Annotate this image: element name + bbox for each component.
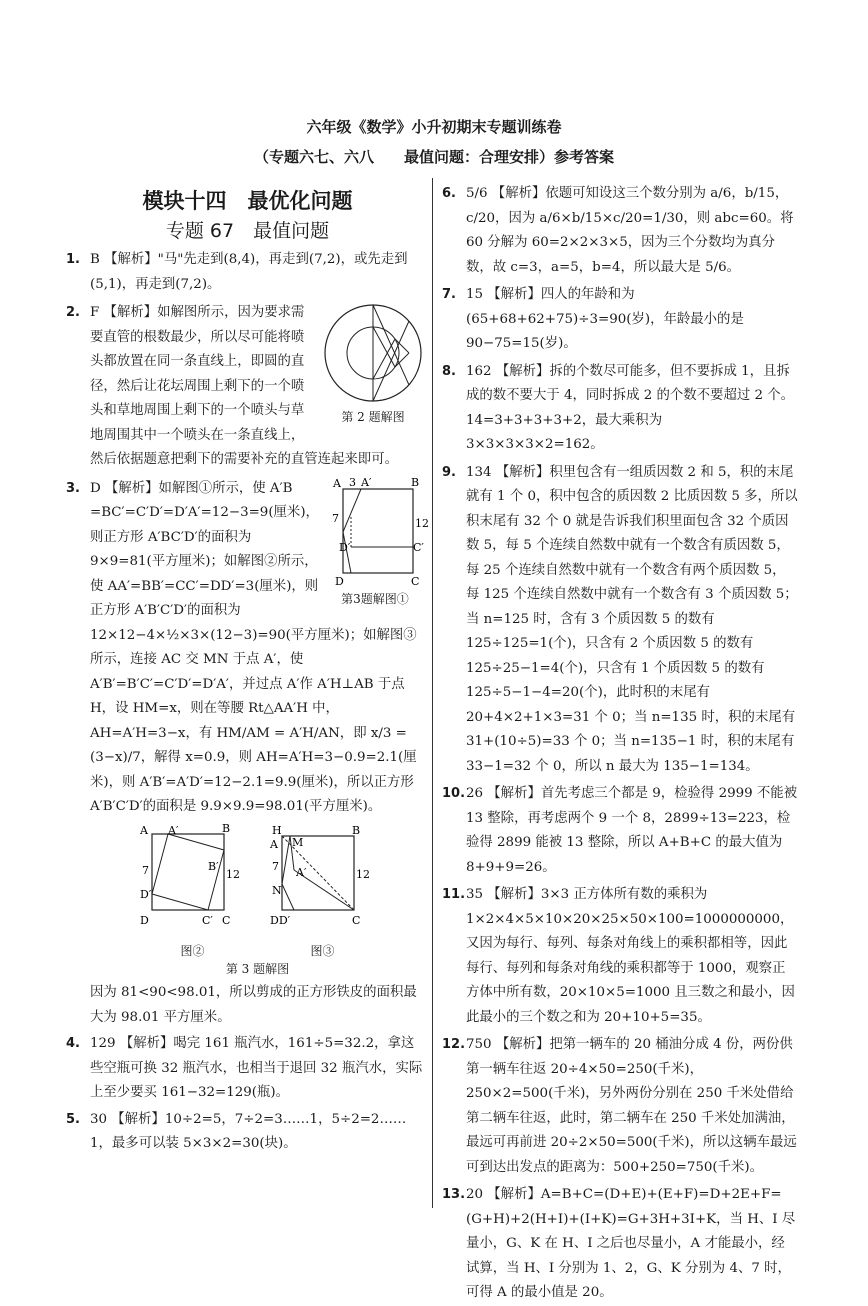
topic-title: 专题 67 最值问题 — [165, 220, 330, 242]
answer-number: 1. — [66, 252, 80, 267]
figure-q3-1 — [325, 475, 429, 607]
answer-6 — [442, 182, 798, 280]
answer-13 — [442, 1183, 798, 1306]
answer-number: 3. — [66, 480, 80, 496]
figure-caption: 第3题解图① — [341, 591, 409, 606]
module-title: 模块十四 最优化问题 — [142, 189, 353, 213]
svg-text:B: B — [221, 821, 230, 835]
square-diagram-1 — [325, 475, 429, 588]
answer-2 — [66, 301, 425, 473]
answer-text: 162 【解析】拆的个数尽可能多，但不要拆成 1，且拆成的数不要大于 4，同时拆成 2 的个数不要超过 2 个。14=3+3+3+3+2，最大乘积为 3×3×3×3×2=162。 — [466, 363, 795, 452]
svg-text:12: 12 — [355, 867, 370, 881]
svg-text:D′: D′ — [339, 540, 351, 554]
answer-text: 129 【解析】喝完 161 瓶汽水，161÷5=32.2，拿这些空瓶可换 32 瓶汽水，也相当于退回 32 瓶汽水，实际上至少要买 161−32=129(瓶)。 — [90, 1036, 423, 1100]
svg-text:N: N — [271, 883, 282, 897]
answer-text: 30 【解析】10÷2=5，7÷2=3……1，5÷2=2……1，最多可以装 5×3×2=30(块)。 — [90, 1111, 407, 1151]
svg-text:C′: C′ — [413, 540, 424, 554]
answer-10 — [442, 782, 798, 880]
answer-number: 2. — [66, 305, 80, 320]
figure-caption: 第 3 题解图 — [225, 962, 290, 976]
svg-text:D: D — [335, 574, 344, 588]
answer-text: 26 【解析】首先考虑三个都是 9，检验得 2999 不能被 13 整除，再考虑两个 9 一个 8，2899÷13=223，检验得 2899 能被 13 整除，所以 A+B+C 的最大值为 8+9+9=26。 — [466, 786, 798, 875]
answer-text-tail: 因为 81<90<98.01，所以剪成的正方形铁皮的面积最大为 98.01 平方厘米。 — [90, 985, 417, 1025]
answer-9 — [442, 461, 798, 780]
answer-number: 4. — [66, 1036, 80, 1051]
answer-3 — [66, 475, 429, 1031]
answer-number: 13. — [442, 1187, 466, 1202]
column-divider — [432, 178, 433, 1208]
svg-text:A: A — [139, 823, 148, 837]
svg-text:B′: B′ — [207, 859, 219, 873]
svg-text:C′: C′ — [201, 913, 213, 927]
answer-text: 134 【解析】积里包含有一组质因数 2 和 5，积的末尾就有 1 个 0，积中包含的质因数 2 比质因数 5 多，所以积末尾有 32 个 0 就是告诉我们积里面包含 32 个质因数 5，每 5 个连续自然数中就有一个数含有质因数 5，每 25 个连续自然数中就有一个数含有两个质因数 5，每 125 个连续自然数中就有一个数含有 3 个质因数 5；当 n=125 时，含有 3 个质因数 5 的数有 125÷125=1(个)，只含有 2 个质因数 5 的数有 125÷25−1=4(个)，只含有 1 个质因数 5 的数有 125÷5−1−4=20(个)，此时积的末尾有 20+4×2+1×3=31 个 0；当 n=135 时，积的末尾有 31+(10÷5)=33 个 0；当 n=135−1 时，积的末尾有 33−1=32 个 0，所以 n 最大为 135−1=134。 — [466, 464, 798, 774]
svg-text:DD′: DD′ — [269, 913, 290, 927]
answer-text: 20 【解析】A=B+C=(D+E)+(E+F)=D+2E+F=(G+H)+2(H+I)+(I+K)=G+3H+3I+K，当 H、I 尽量小，G、K 在 H、I 之后也尽量小，A 才能最小，经试算，当 H、I 分别为 1、2，G、K 分别为 4、7 时，可得 A 的最小值是 20。 — [466, 1187, 796, 1300]
svg-text:B: B — [351, 823, 360, 837]
answer-7 — [442, 283, 798, 357]
answer-text: F 【解析】如解图所示，因为要求需要直管的根数最少，所以尽可能将喷头都放置在同一条直线上，即圆的直径，然后让花坛周围上剩下的一个喷头和草地周围上剩下的一个喷头与草地周围其中一个喷头在一条直线上，然后依据题意把剩下的需要补充的直管连起来即可。 — [90, 305, 398, 467]
svg-text:D′: D′ — [139, 887, 151, 901]
figure-q3-2 — [138, 821, 248, 960]
answer-text: 35 【解析】3×3 正方体所有数的乘积为 1×2×4×5×10×20×25×50×100=1000000000，又因为每行、每列、每条对角线上的乘积都相等，因此每行、每列和每条对角线的乘积都等于 1000，观察正方体中所有数，20×10×5=1000 且三数之和最小，因此最小的三个数之和为 20+10+5=35。 — [466, 887, 795, 1025]
svg-text:B: B — [411, 475, 420, 489]
answer-12 — [442, 1033, 798, 1180]
answer-text: 5/6 【解析】依题可知设这三个数分别为 a/6，b/15，c/20，因为 a/6×b/15×c/20=1/30，则 abc=60。将 60 分解为 60=2×2×3×5，因为三个分数均为真分数，故 c=3，a=5，b=4，所以最大是 5/6。 — [466, 186, 794, 275]
left-column — [66, 182, 429, 1157]
page-subtitle: （专题六七、六八 最值问题：合理安排）参考答案 — [253, 148, 614, 166]
answer-1 — [66, 248, 425, 297]
svg-text:C: C — [351, 913, 360, 927]
figure-q3-3 — [268, 824, 378, 960]
answer-11 — [442, 883, 798, 1030]
answer-8 — [442, 360, 798, 458]
answer-text: 15 【解析】四人的年龄和为(65+68+62+75)÷3=90(岁)，年龄最小的是 90−75=15(岁)。 — [466, 287, 744, 351]
answer-number: 7. — [442, 287, 456, 302]
svg-text:A′: A′ — [361, 475, 372, 489]
page-title: 六年级《数学》小升初期末专题训练卷 — [306, 118, 562, 136]
svg-text:A: A — [269, 837, 278, 851]
svg-text:12: 12 — [415, 516, 429, 530]
square-diagram-3 — [268, 824, 378, 934]
svg-text:12: 12 — [225, 867, 240, 881]
answer-5 — [66, 1108, 425, 1157]
answer-number: 6. — [442, 186, 456, 201]
answer-text: B 【解析】"马"先走到(8,4)，再走到(7,2)，或先走到(5,1)，再走到(7,2)。 — [90, 252, 408, 292]
svg-text:C: C — [221, 913, 230, 927]
answer-4 — [66, 1032, 425, 1106]
svg-text:7: 7 — [271, 859, 279, 873]
figure-caption: 图② — [180, 944, 205, 958]
square-diagram-2 — [138, 821, 248, 934]
right-column — [442, 182, 798, 1306]
answer-number: 8. — [442, 363, 456, 379]
svg-text:M: M — [291, 835, 303, 849]
circle-diagram — [321, 301, 425, 405]
svg-text:7: 7 — [141, 863, 149, 877]
svg-text:A′: A′ — [167, 823, 178, 837]
answer-number: 10. — [442, 786, 466, 801]
figure-q2 — [321, 301, 425, 425]
svg-text:7: 7 — [332, 511, 339, 525]
svg-text:3: 3 — [349, 475, 356, 489]
figure-caption: 图③ — [310, 944, 335, 958]
figure-q3-row — [90, 821, 425, 960]
answer-text: 750 【解析】把第一辆车的 20 桶油分成 4 份，两份供第一辆车往返 20÷4×50=250(千米)，250×2=500(千米)，另外两份分别在 250 千米处借给第二辆车往返，此时，第二辆车在 250 千米处加满油，最远可再前进 20÷2×50=500(千米)，所以这辆车最远可到达出发点的距离为：500+250=750(千米)。 — [466, 1037, 797, 1175]
figure-caption: 第 2 题解图 — [341, 410, 405, 424]
svg-text:D: D — [139, 913, 149, 927]
svg-text:H: H — [271, 823, 282, 837]
svg-text:A′: A′ — [295, 865, 306, 879]
answer-number: 11. — [442, 887, 466, 902]
svg-text:C: C — [411, 574, 420, 588]
answer-number: 5. — [66, 1111, 80, 1127]
answer-number: 12. — [442, 1037, 466, 1052]
svg-text:A: A — [333, 476, 341, 490]
answer-number: 9. — [442, 464, 456, 480]
answer-text: D 【解析】如解图①所示，使 A′B =BC′=C′D′=D′A′=12−3=9(厘米)，则正方形 A′BC′D′的面积为 9×9=81(平方厘米)；如解图②所示，使 AA′=BB′=CC′=DD′=3(厘米)，则正方形 A′B′C′D′的面积为 12×12−4×½×3×(12−3)=90(平方厘米)；如解图③所示，连接 AC 交 MN 于点 A′，使 A′B′=B′C′=C′D′=D′A′，并过点 A′作 A′H⊥AB 于点 H，设 HM=x，则在等腰 Rt△AA′H 中，AH=A′H=3−x，有 HM/AM = A′H/AN，即 x/3 = (3−x)/7，解得 x=0.9，则 AH=A′H=3−0.9=2.1(厘米)，则 A′B′=A′D′=12−2.1=9.9(厘米)，所以正方形 A′B′C′D′的面积是 9.9×9.9=98.01(平方厘米)。 — [90, 480, 417, 814]
